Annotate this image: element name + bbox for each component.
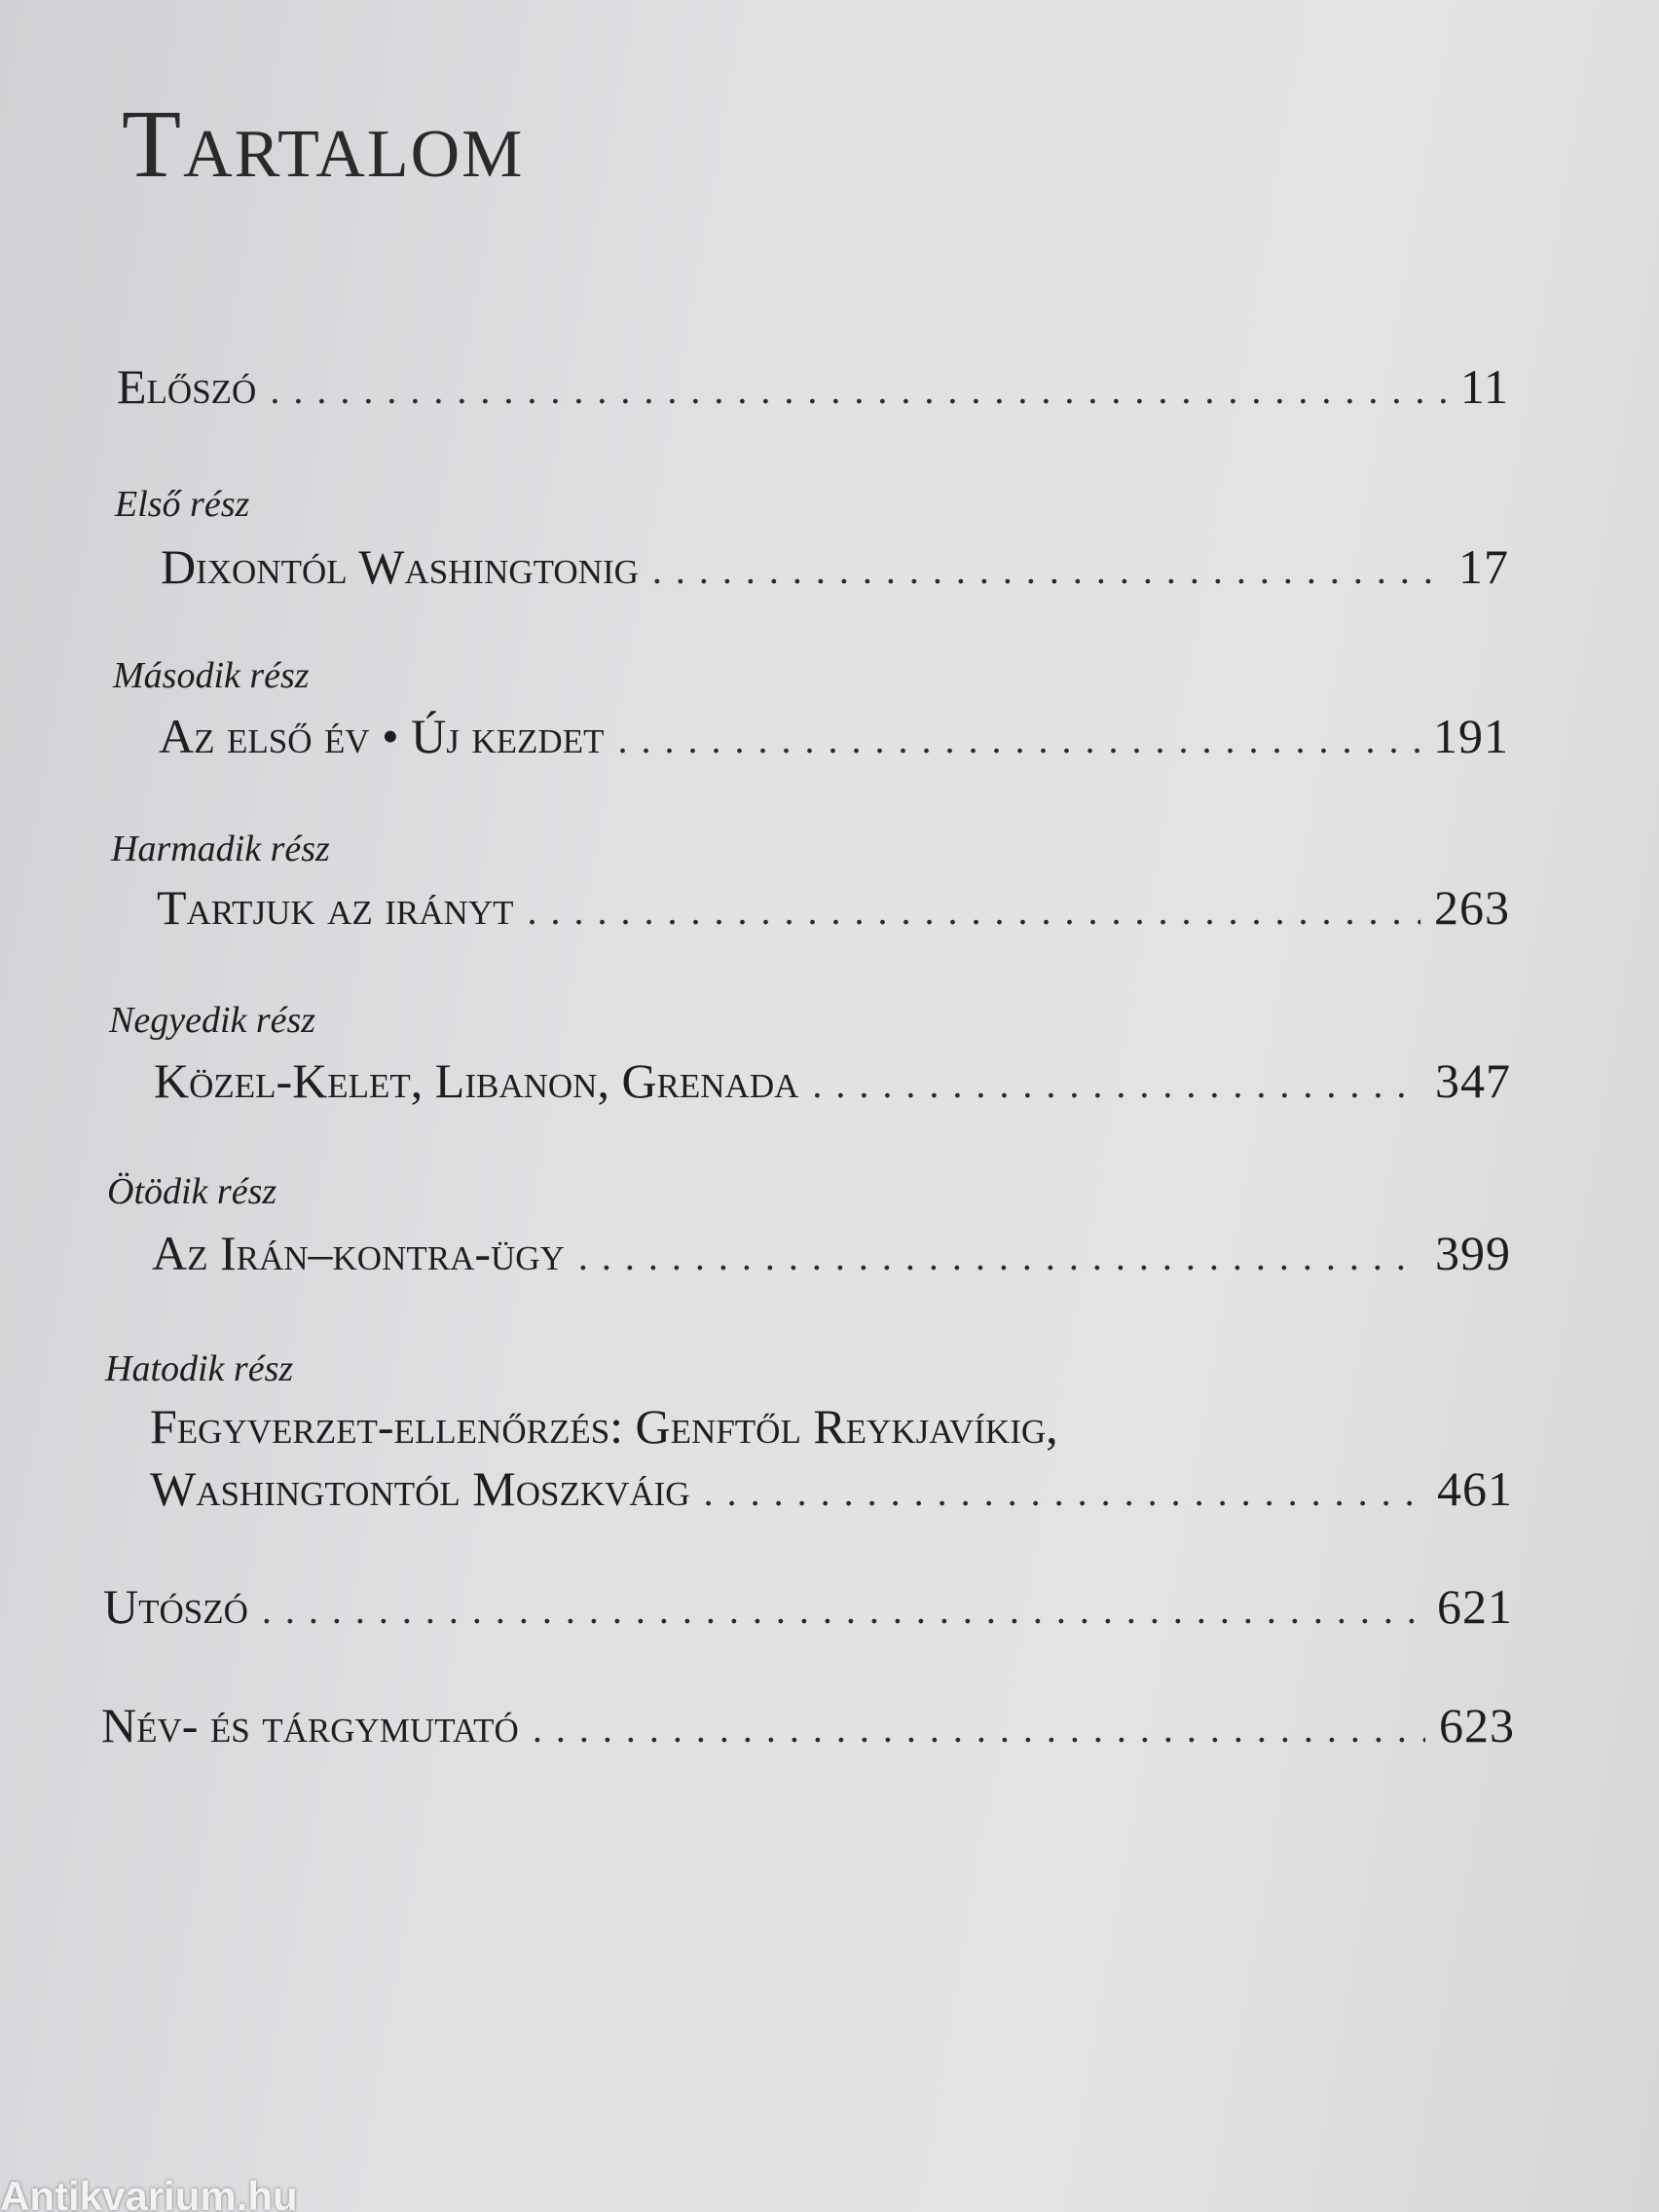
toc-entry-label: Közel-Kelet, Libanon, Grenada <box>154 1053 799 1108</box>
dot-leader <box>533 1706 1425 1751</box>
toc-page-number: 263 <box>1434 880 1510 935</box>
toc-entry-part5 <box>152 1225 1511 1281</box>
part-label: Második rész <box>113 655 310 696</box>
toc-entry-label: Az Irán–kontra-ügy <box>152 1226 565 1280</box>
dot-leader <box>652 547 1445 593</box>
dot-leader <box>270 367 1447 413</box>
toc-entry-label-line1: Fegyverzet-ellenőrzés: Genftől Reykjavíkig, <box>150 1399 1058 1454</box>
toc-page-number: 11 <box>1459 359 1509 414</box>
toc-page-number: 17 <box>1458 539 1509 594</box>
toc-entry-label: Előszó <box>117 359 257 414</box>
toc-entry-label: Washingtontól Moszkváig <box>150 1461 690 1516</box>
toc-page-number: 621 <box>1437 1579 1513 1634</box>
toc-page-number: 399 <box>1435 1226 1511 1280</box>
toc-entry-label: Név- és tárgymutató <box>101 1698 519 1752</box>
toc-entry-part2 <box>159 708 1509 764</box>
part-label: Hatodik rész <box>105 1348 294 1389</box>
dot-leader <box>617 717 1419 762</box>
toc-entry-afterword <box>103 1578 1513 1635</box>
toc-entry-index <box>101 1697 1515 1753</box>
toc-entry-part4 <box>154 1052 1511 1109</box>
toc-page-number: 623 <box>1439 1698 1515 1752</box>
dot-leader <box>704 1469 1423 1515</box>
toc-entry-part6 <box>150 1460 1513 1517</box>
toc-entry-label: Tartjuk az irányt <box>157 880 514 935</box>
toc-page-number: 191 <box>1433 709 1509 763</box>
toc-entry-label: Utószó <box>103 1579 248 1634</box>
dot-leader <box>527 888 1420 934</box>
toc-entry-foreword <box>117 358 1509 415</box>
toc-entry-label: Az első év • Új kezdet <box>159 709 605 763</box>
toc-page-number: 461 <box>1437 1461 1513 1516</box>
dot-leader <box>262 1587 1423 1633</box>
toc-entry-label: Dixontól Washingtonig <box>161 539 639 594</box>
part-label: Harmadik rész <box>111 829 330 869</box>
part-label: Negyedik rész <box>109 1000 316 1041</box>
part-label: Első rész <box>115 484 250 525</box>
page-title: Tartalom <box>122 90 525 198</box>
dot-leader <box>812 1061 1421 1107</box>
part-label: Ötödik rész <box>107 1171 277 1212</box>
watermark: Antikvarium.hu <box>0 2173 298 2212</box>
toc-page-number: 347 <box>1435 1053 1511 1108</box>
dot-leader <box>578 1234 1421 1279</box>
toc-entry-part1 <box>161 538 1509 595</box>
toc-entry-part3 <box>157 879 1510 936</box>
